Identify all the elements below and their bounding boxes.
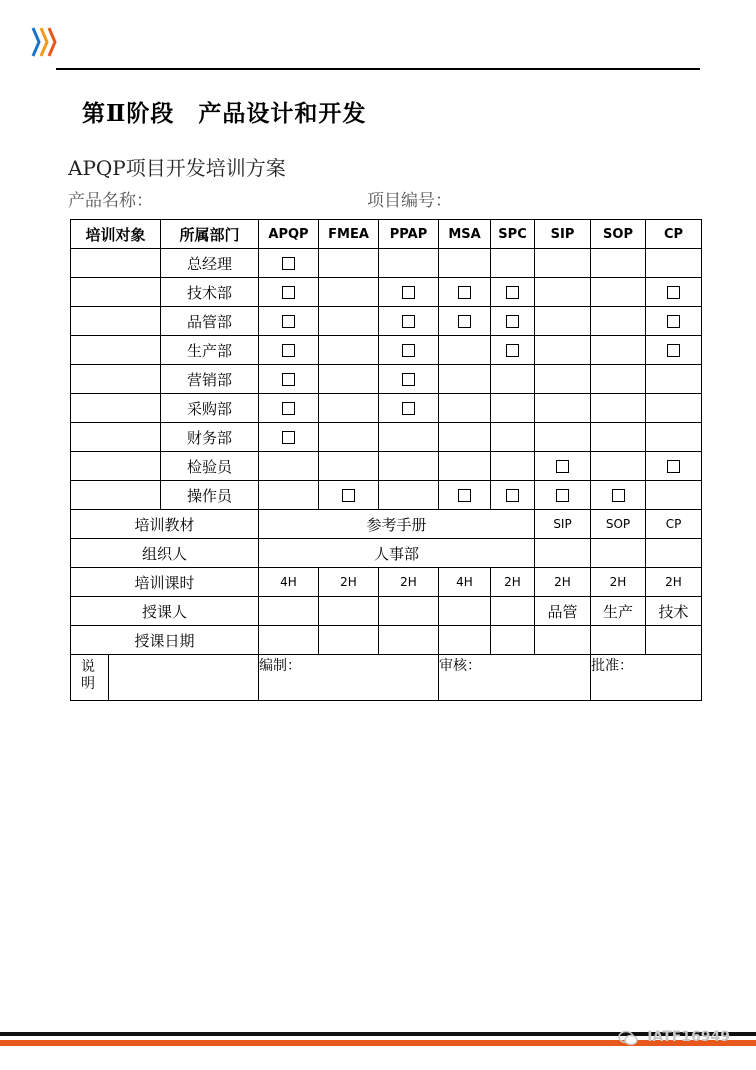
notes-row xyxy=(71,655,702,701)
training-plan-table xyxy=(70,219,702,701)
target-cell xyxy=(71,336,161,365)
department-row xyxy=(71,365,702,394)
check-cell xyxy=(535,394,591,423)
header-cp: CP xyxy=(646,220,702,249)
empty-cell xyxy=(259,597,319,626)
check-cell xyxy=(535,249,591,278)
checkbox-icon[interactable] xyxy=(342,489,355,502)
check-cell xyxy=(319,423,379,452)
project-number-label: 项目编号： xyxy=(367,191,452,211)
empty-cell xyxy=(591,539,646,568)
department-name: 财务部 xyxy=(161,423,259,452)
check-cell xyxy=(591,365,646,394)
hours-ppap: 2H xyxy=(379,568,439,597)
check-cell xyxy=(591,394,646,423)
check-cell xyxy=(379,278,439,307)
check-cell xyxy=(491,278,535,307)
empty-cell xyxy=(319,597,379,626)
checkbox-icon[interactable] xyxy=(667,344,680,357)
check-cell xyxy=(535,481,591,510)
empty-cell xyxy=(491,597,535,626)
empty-cell xyxy=(591,626,646,655)
check-cell xyxy=(591,249,646,278)
checkbox-icon[interactable] xyxy=(282,257,295,270)
target-cell xyxy=(71,278,161,307)
target-cell xyxy=(71,249,161,278)
materials-row xyxy=(71,510,702,539)
check-cell xyxy=(439,423,491,452)
empty-cell xyxy=(491,626,535,655)
target-cell xyxy=(71,481,161,510)
department-row xyxy=(71,336,702,365)
department-row xyxy=(71,423,702,452)
checkbox-icon[interactable] xyxy=(282,344,295,357)
notes-label: 说明 xyxy=(81,659,95,692)
check-cell xyxy=(491,452,535,481)
checkbox-icon[interactable] xyxy=(556,460,569,473)
check-cell xyxy=(379,249,439,278)
hours-fmea: 2H xyxy=(319,568,379,597)
checkbox-icon[interactable] xyxy=(506,286,519,299)
check-cell xyxy=(439,249,491,278)
header-divider xyxy=(56,68,700,70)
checkbox-icon[interactable] xyxy=(612,489,625,502)
organizer-label: 组织人 xyxy=(71,539,259,568)
target-cell xyxy=(71,394,161,423)
checkbox-icon[interactable] xyxy=(506,344,519,357)
check-cell xyxy=(319,394,379,423)
check-cell xyxy=(646,365,702,394)
department-row xyxy=(71,278,702,307)
wechat-icon xyxy=(618,1030,638,1046)
check-cell xyxy=(259,394,319,423)
checkbox-icon[interactable] xyxy=(667,286,680,299)
organizer-value: 人事部 xyxy=(259,539,535,568)
department-name: 技术部 xyxy=(161,278,259,307)
check-cell xyxy=(591,278,646,307)
materials-cp: CP xyxy=(646,510,702,539)
checkbox-icon[interactable] xyxy=(667,315,680,328)
check-cell xyxy=(591,452,646,481)
check-cell xyxy=(319,249,379,278)
hours-msa: 4H xyxy=(439,568,491,597)
check-cell xyxy=(491,423,535,452)
check-cell xyxy=(646,481,702,510)
organizer-row xyxy=(71,539,702,568)
header-spc: SPC xyxy=(491,220,535,249)
checkbox-icon[interactable] xyxy=(458,489,471,502)
table-header-row xyxy=(71,220,702,249)
department-name: 品管部 xyxy=(161,307,259,336)
watermark-text: IATF16949 xyxy=(647,1029,730,1045)
check-cell xyxy=(591,423,646,452)
check-cell xyxy=(591,307,646,336)
header-target: 培训对象 xyxy=(71,220,161,249)
empty-cell xyxy=(319,626,379,655)
date-row xyxy=(71,626,702,655)
check-cell xyxy=(491,249,535,278)
footer-rule-black xyxy=(0,1032,756,1036)
empty-cell xyxy=(259,626,319,655)
target-cell xyxy=(71,452,161,481)
checkbox-icon[interactable] xyxy=(282,431,295,444)
check-cell xyxy=(319,452,379,481)
check-cell xyxy=(259,307,319,336)
hours-apqp: 4H xyxy=(259,568,319,597)
checkbox-icon[interactable] xyxy=(667,460,680,473)
checkbox-icon[interactable] xyxy=(282,373,295,386)
check-cell xyxy=(439,278,491,307)
checkbox-icon[interactable] xyxy=(506,489,519,502)
check-cell xyxy=(491,481,535,510)
notes-content-cell xyxy=(109,655,259,701)
check-cell xyxy=(319,336,379,365)
check-cell xyxy=(491,336,535,365)
check-cell xyxy=(439,365,491,394)
checkbox-icon[interactable] xyxy=(282,402,295,415)
header-apqp: APQP xyxy=(259,220,319,249)
check-cell xyxy=(646,278,702,307)
department-row xyxy=(71,394,702,423)
hours-cp: 2H xyxy=(646,568,702,597)
hours-sop: 2H xyxy=(591,568,646,597)
check-cell xyxy=(379,365,439,394)
hours-spc: 2H xyxy=(491,568,535,597)
empty-cell xyxy=(646,626,702,655)
check-cell xyxy=(319,307,379,336)
department-name: 采购部 xyxy=(161,394,259,423)
check-cell xyxy=(535,423,591,452)
instructor-sop: 生产 xyxy=(591,597,646,626)
empty-cell xyxy=(379,626,439,655)
check-cell xyxy=(259,365,319,394)
check-cell xyxy=(379,307,439,336)
check-cell xyxy=(535,307,591,336)
checkbox-icon[interactable] xyxy=(402,373,415,386)
empty-cell xyxy=(646,539,702,568)
checkbox-icon[interactable] xyxy=(402,344,415,357)
check-cell xyxy=(319,278,379,307)
check-cell xyxy=(319,481,379,510)
check-cell xyxy=(535,336,591,365)
check-cell xyxy=(379,423,439,452)
check-cell xyxy=(439,307,491,336)
header-department: 所属部门 xyxy=(161,220,259,249)
header-sop: SOP xyxy=(591,220,646,249)
empty-cell xyxy=(439,626,491,655)
reviewed-by: 审核： xyxy=(439,655,591,701)
hours-row xyxy=(71,568,702,597)
target-cell xyxy=(71,423,161,452)
product-name-label: 产品名称： xyxy=(68,191,153,211)
check-cell xyxy=(535,365,591,394)
check-cell xyxy=(646,249,702,278)
check-cell xyxy=(439,452,491,481)
check-cell xyxy=(646,423,702,452)
hours-label: 培训课时 xyxy=(71,568,259,597)
instructor-row xyxy=(71,597,702,626)
materials-sip: SIP xyxy=(535,510,591,539)
checkbox-icon[interactable] xyxy=(556,489,569,502)
check-cell xyxy=(259,481,319,510)
check-cell xyxy=(491,307,535,336)
check-cell xyxy=(591,481,646,510)
check-cell xyxy=(259,336,319,365)
department-name: 操作员 xyxy=(161,481,259,510)
target-cell xyxy=(71,365,161,394)
check-cell xyxy=(491,365,535,394)
materials-manual: 参考手册 xyxy=(259,510,535,539)
department-row xyxy=(71,307,702,336)
department-name: 总经理 xyxy=(161,249,259,278)
checkbox-icon[interactable] xyxy=(282,315,295,328)
approved-by: 批准： xyxy=(591,655,702,701)
check-cell xyxy=(646,336,702,365)
brand-logo-icon xyxy=(30,24,60,60)
check-cell xyxy=(439,394,491,423)
check-cell xyxy=(646,394,702,423)
footer-rule-orange xyxy=(0,1040,756,1046)
document-title: APQP项目开发培训方案 xyxy=(68,156,286,180)
empty-cell xyxy=(535,539,591,568)
check-cell xyxy=(646,452,702,481)
check-cell xyxy=(379,452,439,481)
header-sip: SIP xyxy=(535,220,591,249)
department-rows xyxy=(71,249,702,510)
department-row xyxy=(71,481,702,510)
check-cell xyxy=(535,452,591,481)
department-row xyxy=(71,249,702,278)
section-title: 第Ⅱ阶段 产品设计和开发 xyxy=(82,100,367,127)
instructor-label: 授课人 xyxy=(71,597,259,626)
department-name: 营销部 xyxy=(161,365,259,394)
header-msa: MSA xyxy=(439,220,491,249)
check-cell xyxy=(591,336,646,365)
check-cell xyxy=(646,307,702,336)
check-cell xyxy=(259,423,319,452)
checkbox-icon[interactable] xyxy=(458,286,471,299)
empty-cell xyxy=(439,597,491,626)
instructor-sip: 品管 xyxy=(535,597,591,626)
checkbox-icon[interactable] xyxy=(282,286,295,299)
check-cell xyxy=(439,336,491,365)
department-name: 生产部 xyxy=(161,336,259,365)
hours-sip: 2H xyxy=(535,568,591,597)
check-cell xyxy=(259,452,319,481)
checkbox-icon[interactable] xyxy=(458,315,471,328)
target-cell xyxy=(71,307,161,336)
check-cell xyxy=(439,481,491,510)
check-cell xyxy=(259,249,319,278)
check-cell xyxy=(379,336,439,365)
date-label: 授课日期 xyxy=(71,626,259,655)
checkbox-icon[interactable] xyxy=(402,286,415,299)
check-cell xyxy=(379,481,439,510)
empty-cell xyxy=(535,626,591,655)
header-fmea: FMEA xyxy=(319,220,379,249)
notes-label-cell xyxy=(71,655,109,701)
materials-label: 培训教材 xyxy=(71,510,259,539)
check-cell xyxy=(259,278,319,307)
department-name: 检验员 xyxy=(161,452,259,481)
instructor-cp: 技术 xyxy=(646,597,702,626)
checkbox-icon[interactable] xyxy=(402,402,415,415)
check-cell xyxy=(319,365,379,394)
check-cell xyxy=(379,394,439,423)
department-row xyxy=(71,452,702,481)
compiled-by: 编制： xyxy=(259,655,439,701)
checkbox-icon[interactable] xyxy=(506,315,519,328)
header-ppap: PPAP xyxy=(379,220,439,249)
materials-sop: SOP xyxy=(591,510,646,539)
empty-cell xyxy=(379,597,439,626)
check-cell xyxy=(535,278,591,307)
check-cell xyxy=(491,394,535,423)
checkbox-icon[interactable] xyxy=(402,315,415,328)
